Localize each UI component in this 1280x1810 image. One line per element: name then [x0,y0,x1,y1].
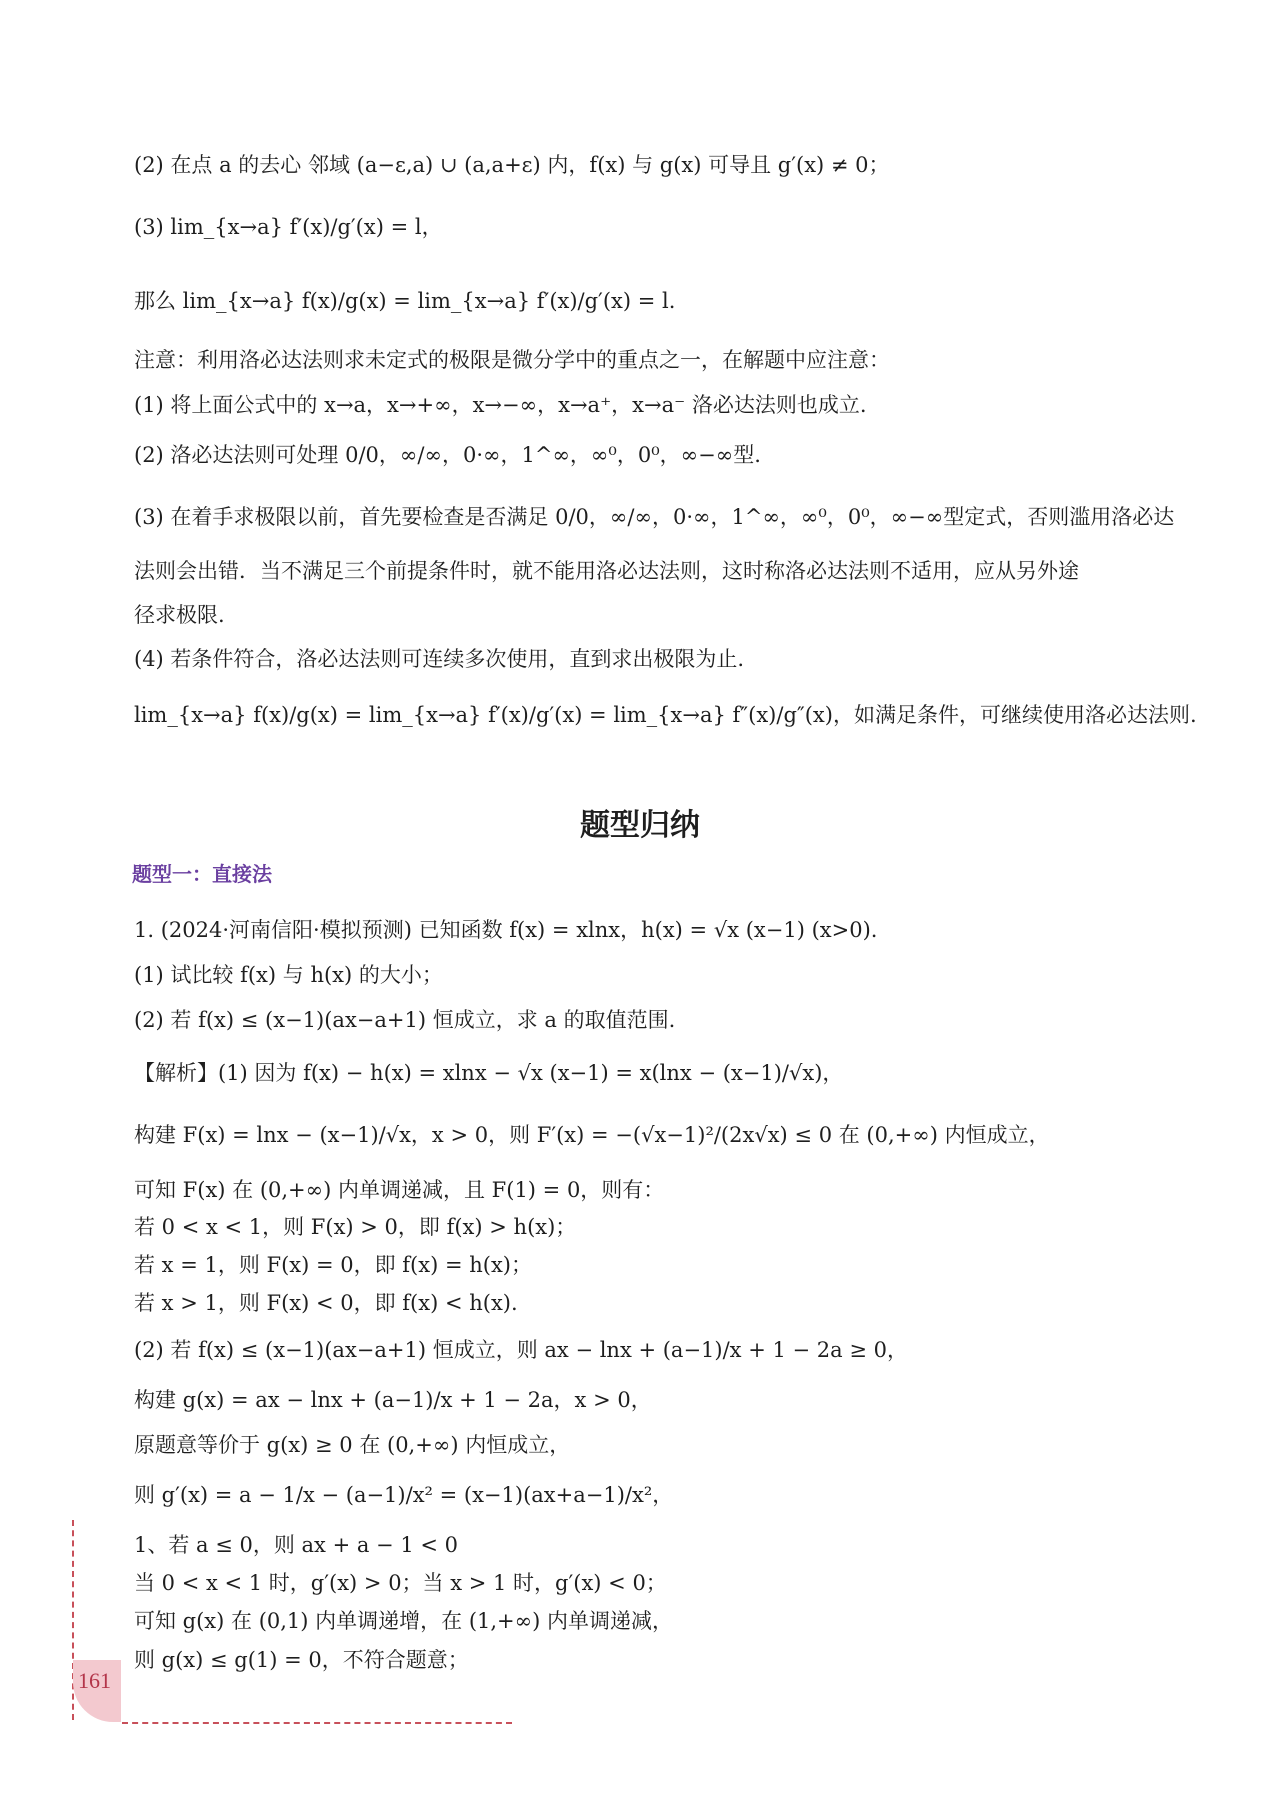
text-line: 构建 g(x) = ax − lnx + (a−1)/x + 1 − 2a，x > 0， [134,1388,652,1412]
subsection-title: 题型一：直接法 [132,862,272,886]
text-line: 若 0 < x < 1，则 F(x) > 0，即 f(x) > h(x)； [134,1215,577,1239]
text-line: lim_{x→a} f(x)/g(x) = lim_{x→a} f′(x)/g′(x) = lim_{x→a} f″(x)/g″(x)，如满足条件，可继续使用洛必达法则. [134,703,1197,727]
text-line: 原题意等价于 g(x) ≥ 0 在 (0,+∞) 内恒成立， [134,1433,571,1457]
text-line: 注意：利用洛必达法则求未定式的极限是微分学中的重点之一，在解题中应注意： [134,348,890,372]
text-line: (2) 若 f(x) ≤ (x−1)(ax−a+1) 恒成立，则 ax − lnx + (a−1)/x + 1 − 2a ≥ 0， [134,1338,908,1362]
text-line: (2) 在点 a 的去心 邻域 (a−ε,a) ∪ (a,a+ε) 内，f(x) 与 g(x) 可导且 g′(x) ≠ 0； [134,153,890,177]
text-line: (1) 将上面公式中的 x→a，x→+∞，x→−∞，x→a⁺，x→a⁻ 洛必达法则也成立. [134,393,867,417]
text-line: 构建 F(x) = lnx − (x−1)/√x，x > 0，则 F′(x) = −(√x−1)²/(2x√x) ≤ 0 在 (0,+∞) 内恒成立， [134,1123,1050,1147]
text-line: (3) lim_{x→a} f′(x)/g′(x) = l， [134,215,443,239]
text-line: 若 x = 1，则 F(x) = 0，即 f(x) = h(x)； [134,1253,532,1277]
text-line: (2) 洛必达法则可处理 0/0，∞/∞，0·∞，1^∞，∞⁰，0⁰，∞−∞型. [134,443,761,467]
text-line: (1) 试比较 f(x) 与 h(x) 的大小； [134,963,443,987]
text-line: (2) 若 f(x) ≤ (x−1)(ax−a+1) 恒成立，求 a 的取值范围. [134,1008,676,1032]
section-title: 题型归纳 [580,808,700,843]
text-line: (4) 若条件符合，洛必达法则可连续多次使用，直到求出极限为止. [134,647,745,671]
page-border-horizontal [122,1722,512,1724]
text-line: 径求极限. [134,603,225,627]
text-line: 那么 lim_{x→a} f(x)/g(x) = lim_{x→a} f′(x)/g′(x) = l. [134,289,676,313]
text-line: 1. (2024·河南信阳·模拟预测) 已知函数 f(x) = xlnx，h(x) = √x (x−1) (x>0). [134,918,878,942]
text-line: 则 g(x) ≤ g(1) = 0，不符合题意； [134,1648,469,1672]
text-line: 1、若 a ≤ 0，则 ax + a − 1 < 0 [134,1533,458,1557]
text-line: 【解析】(1) 因为 f(x) − h(x) = xlnx − √x (x−1) = x(lnx − (x−1)/√x)， [134,1061,844,1085]
text-line: (3) 在着手求极限以前，首先要检查是否满足 0/0，∞/∞，0·∞，1^∞，∞⁰，0⁰，∞−∞型定式，否则滥用洛必达 [134,505,1175,529]
text-line: 法则会出错．当不满足三个前提条件时，就不能用洛必达法则，这时称洛必达法则不适用，应从另外途 [134,559,1079,583]
page-number: 161 [78,1668,111,1693]
text-line: 当 0 < x < 1 时，g′(x) > 0；当 x > 1 时，g′(x) < 0； [134,1571,667,1595]
text-line: 可知 F(x) 在 (0,+∞) 内单调递减，且 F(1) = 0，则有： [134,1178,665,1202]
text-line: 可知 g(x) 在 (0,1) 内单调递增，在 (1,+∞) 内单调递减， [134,1609,674,1633]
text-line: 若 x > 1，则 F(x) < 0，即 f(x) < h(x). [134,1291,518,1315]
text-line: 则 g′(x) = a − 1/x − (a−1)/x² = (x−1)(ax+a−1)/x²， [134,1483,674,1507]
